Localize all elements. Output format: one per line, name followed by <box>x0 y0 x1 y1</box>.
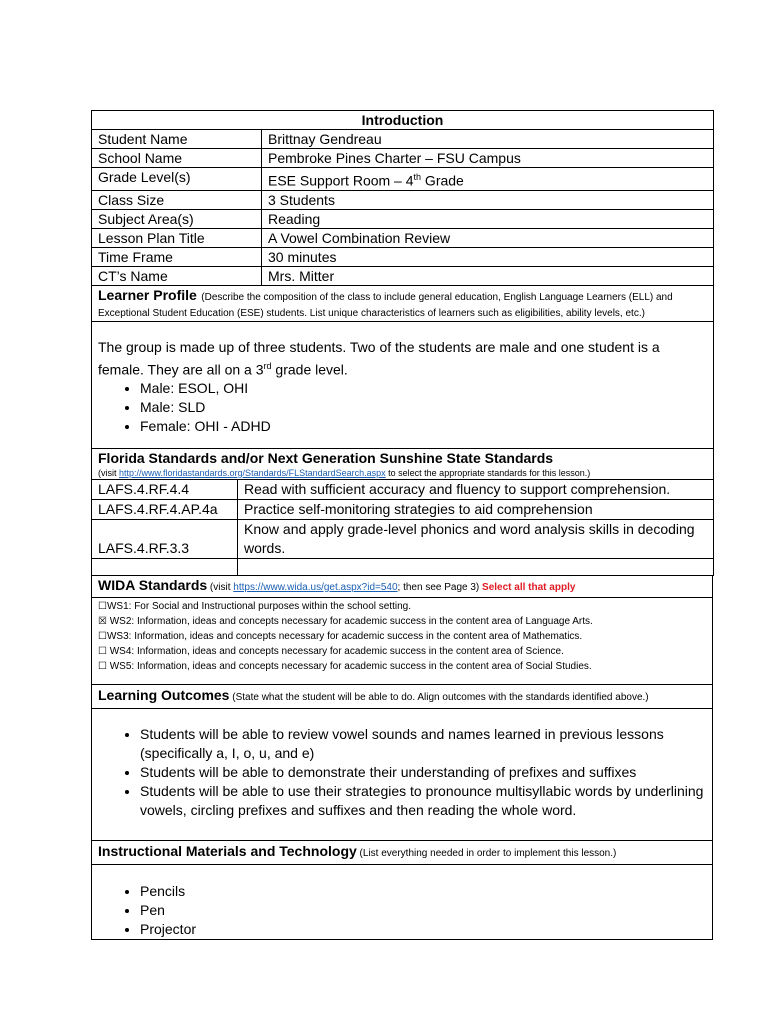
standard-code: LAFS.4.RF.4.AP.4a <box>92 499 238 519</box>
wida-visit-note: ; then see Page 3) <box>397 581 483 593</box>
wida-table <box>91 575 713 940</box>
wida-item-text: WS4: Information, ideas and concepts necessary for academic success in the content area of Science. <box>106 645 564 657</box>
learner-profile-paragraph <box>98 322 707 380</box>
wida-item-text: WS5: Information, ideas and concepts necessary for academic success in the content area of Social Studies. <box>106 660 592 672</box>
standard-text: Read with sufficient accuracy and fluency to support comprehension. <box>238 479 714 499</box>
learner-profile-text-end: grade level. <box>271 361 348 378</box>
lesson-plan-table <box>91 110 714 480</box>
list-item: • Pen <box>140 901 706 920</box>
list-item: • Students will be able to review vowel sounds and names learned in previous lessons (specifically a, I, o, u, and e) <box>140 725 706 763</box>
standards-table <box>91 479 714 576</box>
standard-text: Practice self-monitoring strategies to aid comprehension <box>238 499 714 519</box>
checkbox-icon[interactable]: ☐ <box>98 660 107 672</box>
intro-label-class-size: Class Size <box>92 190 262 209</box>
materials-header <box>92 840 713 864</box>
wida-visit-text: (visit <box>207 581 234 593</box>
standard-code: LAFS.4.RF.4.4 <box>92 479 238 499</box>
grade-level-text: ESE Support Room – 4 <box>268 172 414 189</box>
checkbox-checked-icon[interactable]: ☒ <box>98 615 107 627</box>
learner-profile-list <box>98 379 707 436</box>
intro-value-lesson-title: A Vowel Combination Review <box>262 228 714 247</box>
intro-value-time-frame: 30 minutes <box>262 247 714 266</box>
intro-label-grade-level: Grade Level(s) <box>92 168 262 191</box>
intro-title: Introduction <box>92 111 714 130</box>
outcomes-body <box>92 708 713 840</box>
materials-list <box>98 865 706 939</box>
standards-heading: Florida Standards and/or Next Generation Sunshine State Standards <box>98 449 554 466</box>
wida-item <box>98 614 706 629</box>
learner-profile-text: The group is made up of three students. Two of the students are male and one student is a female. They are all on a 3 <box>98 338 660 378</box>
intro-value-grade-level <box>262 168 714 191</box>
intro-label-time-frame: Time Frame <box>92 247 262 266</box>
learner-profile-heading: Learner Profile <box>98 286 197 303</box>
wida-header <box>92 575 713 597</box>
wida-item <box>98 644 706 659</box>
intro-value-student-name: Brittnay Gendreau <box>262 130 714 149</box>
grade-level-text-end: Grade <box>421 172 464 189</box>
learner-profile-body <box>92 321 714 448</box>
outcomes-header <box>92 684 713 708</box>
standard-text: Know and apply grade-level phonics and word analysis skills in decoding words. <box>238 519 714 558</box>
list-item: • Male: ESOL, OHI <box>140 379 707 398</box>
wida-item <box>98 629 706 644</box>
standards-header <box>92 448 714 479</box>
intro-label-student-name: Student Name <box>92 130 262 149</box>
wida-item-text: WS2: Information, ideas and concepts necessary for academic success in the content area of Language Arts. <box>106 615 593 627</box>
intro-label-lesson-title: Lesson Plan Title <box>92 228 262 247</box>
standard-text-empty <box>238 558 714 575</box>
lesson-plan-document <box>91 110 713 940</box>
standards-visit-note: to select the appropriate standards for this lesson.) <box>385 467 591 478</box>
intro-value-subject-area: Reading <box>262 209 714 228</box>
materials-body <box>92 864 713 939</box>
wida-item-text: WS3: Information, ideas and concepts necessary for academic success in the content area of Mathematics. <box>106 630 583 642</box>
standard-code: LAFS.4.RF.3.3 <box>92 519 238 558</box>
list-item: • Male: SLD <box>140 398 707 417</box>
learner-profile-sup: rd <box>263 360 272 371</box>
wida-heading: WIDA Standards <box>98 576 208 593</box>
learner-profile-header <box>92 285 714 321</box>
checkbox-icon[interactable]: ☐ <box>98 645 107 657</box>
list-item: • Students will be able to demonstrate their understanding of prefixes and suffixes <box>140 763 706 782</box>
list-item: • Pencils <box>140 882 706 901</box>
wida-select-note: Select all that apply <box>482 581 576 593</box>
intro-value-school-name: Pembroke Pines Charter – FSU Campus <box>262 149 714 168</box>
standard-code-empty <box>92 558 238 575</box>
wida-body <box>92 597 713 684</box>
list-item: • Female: OHI - ADHD <box>140 417 707 436</box>
checkbox-icon[interactable]: ☐ <box>98 600 107 612</box>
intro-label-ct-name: CT’s Name <box>92 266 262 285</box>
outcomes-note: (State what the student will be able to do. Align outcomes with the standards identified above.) <box>229 691 649 703</box>
intro-value-ct-name: Mrs. Mitter <box>262 266 714 285</box>
wida-item <box>98 659 706 674</box>
materials-heading: Instructional Materials and Technology <box>98 842 357 859</box>
wida-link[interactable]: https://www.wida.us/get.aspx?id=540 <box>233 581 398 593</box>
intro-label-subject-area: Subject Area(s) <box>92 209 262 228</box>
standards-link[interactable]: http://www.floridastandards.org/Standards/FLStandardSearch.aspx <box>119 467 386 478</box>
outcomes-heading: Learning Outcomes <box>98 686 230 703</box>
wida-item-text: WS1: For Social and Instructional purposes within the school setting. <box>106 600 412 612</box>
outcomes-list <box>98 709 706 820</box>
wida-item <box>98 598 706 614</box>
standards-visit-text: (visit <box>98 467 119 478</box>
grade-level-sup: th <box>413 172 422 182</box>
materials-note: (List everything needed in order to implement this lesson.) <box>356 847 617 859</box>
learner-profile-note: (Describe the composition of the class to include general education, English Language Learners (ELL) and Exceptional Student Education (ESE) students. List unique characteristics of learners such as eligibilities, ability levels, etc.) <box>98 291 673 319</box>
intro-value-class-size: 3 Students <box>262 190 714 209</box>
intro-label-school-name: School Name <box>92 149 262 168</box>
checkbox-icon[interactable]: ☐ <box>98 630 107 642</box>
list-item: • Projector <box>140 920 706 939</box>
list-item: • Students will be able to use their strategies to pronounce multisyllabic words by underlining vowels, circling prefixes and suffixes and then reading the whole word. <box>140 782 706 820</box>
